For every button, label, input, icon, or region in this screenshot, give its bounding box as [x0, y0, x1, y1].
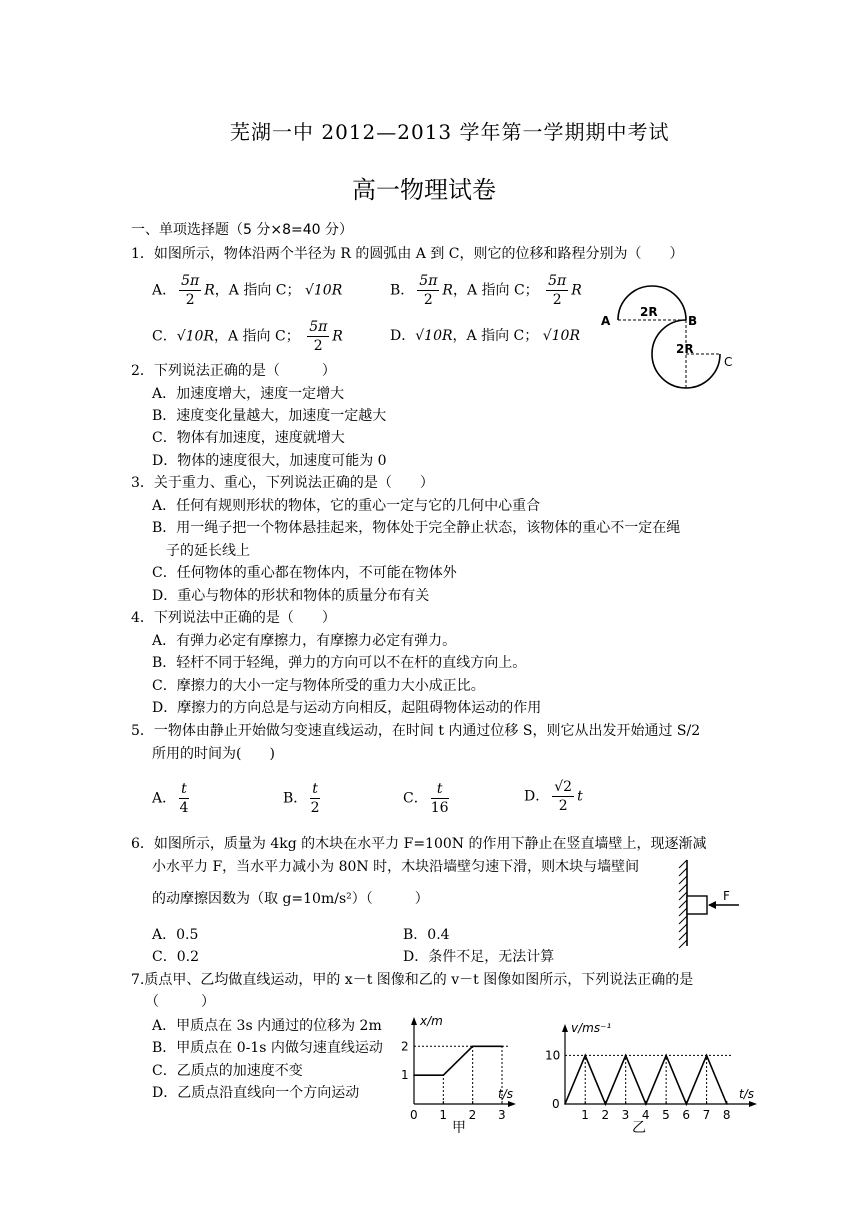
- x-tick-label: 1: [439, 1108, 447, 1122]
- q1-option-a: A． $\frac{5\pi}{2}$ R，A 指向 C； √10R: [152, 273, 343, 308]
- data-point: [706, 1055, 708, 1057]
- y-axis-arrow: [411, 1017, 417, 1025]
- q2-option-c: C．物体有加速度，速度就增大: [152, 430, 345, 446]
- q6-block: [687, 896, 707, 914]
- y-tick-label: 1: [401, 1068, 409, 1083]
- data-point: [472, 1046, 474, 1048]
- x-tick-label: 5: [662, 1108, 670, 1122]
- fig-label-f: F: [723, 889, 730, 903]
- q3-option-a: A．任何有规则形状的物体，它的重心一定与它的几何中心重合: [152, 498, 541, 514]
- q3-option-b-cont: 子的延长线上: [166, 543, 250, 559]
- x-tick-label: 0: [410, 1108, 418, 1122]
- q5-option-c: C． $\frac{t}{16}$: [403, 781, 449, 816]
- data-point: [501, 1046, 503, 1048]
- y-axis-arrow: [562, 1024, 568, 1032]
- x-tick-label: 3: [621, 1108, 630, 1122]
- q1-option-b: B． $\frac{5\pi}{2}$ R，A 指向 C； $\frac{5\pi}{2}$ R: [390, 273, 582, 308]
- q6-option-c: C．0.2: [152, 949, 199, 965]
- q1-a-label: A．: [152, 282, 177, 299]
- data-point: [443, 1074, 445, 1076]
- q2-option-d: D．物体的速度很大，加速度可能为 0: [152, 453, 387, 469]
- chart-title: 乙: [632, 1120, 646, 1136]
- school-exam-title: 芜湖一中 2012—2013 学年第一学期期中考试: [230, 120, 670, 144]
- q3-stem: 3．关于重力、重心，下列说法正确的是（ ）: [131, 475, 434, 491]
- q7-stem-cont: （ ）: [145, 994, 215, 1010]
- q5-stem: 5．一物体由静止开始做匀变速直线运动，在时间 t 内通过位移 S，则它从出发开始通过 S/2: [131, 723, 701, 739]
- fig-label-2r-bottom: 2R: [676, 342, 694, 356]
- data-point: [413, 1074, 415, 1076]
- section-heading: 一、单项选择题（5 分×8=40 分）: [131, 222, 353, 238]
- y-tick-label: 2: [401, 1039, 409, 1054]
- q4-option-b: B．轻杆不同于轻绳，弹力的方向可以不在杆的直线方向上。: [152, 655, 527, 671]
- x-tick-label: 3: [498, 1108, 506, 1122]
- q5-option-d: D． $\frac{√2}{2}$ t: [524, 779, 583, 814]
- y-axis-label: x/m: [420, 1014, 443, 1028]
- chart-yi: [540, 1012, 770, 1140]
- q4-option-d: D．摩擦力的方向总是与运动方向相反，起阻碍物体运动的作用: [152, 700, 542, 716]
- x-tick-label: 2: [601, 1108, 610, 1122]
- data-point: [645, 1103, 647, 1105]
- q6-stem: 6．如图所示，质量为 4kg 的木块在水平力 F=100N 的作用下静止在竖直墙壁上，现逐渐减: [131, 836, 707, 852]
- fig-label-2r-top: 2R: [640, 305, 658, 319]
- q5-stem-cont: 所用的时间为( ): [152, 746, 275, 762]
- exam-paper-title: 高一物理试卷: [352, 176, 496, 204]
- q7-option-b: B．甲质点在 0-1s 内做匀速直线运动: [152, 1040, 383, 1056]
- fig-label-a: A: [601, 314, 611, 328]
- q4-option-a: A．有弹力必定有摩擦力，有摩擦力必定有弹力。: [152, 633, 457, 649]
- q6-wall-figure: [675, 858, 750, 950]
- q3-option-b: B．用一绳子把一个物体悬挂起来，物体处于完全静止状态，该物体的重心不一定在绳: [152, 520, 681, 536]
- x-tick-label: 6: [682, 1108, 691, 1122]
- chart-jia: [400, 1004, 540, 1140]
- data-point: [686, 1103, 688, 1105]
- x-axis-label: t/s: [739, 1087, 754, 1101]
- q4-stem: 4．下列说法中正确的是（ ）: [131, 610, 336, 626]
- data-point: [665, 1055, 667, 1057]
- q6-stem-cont2: 的动摩擦因数为（取 g=10m/s²）（ ）: [152, 891, 429, 907]
- q1-option-d: D．√10R，A 指向 C； √10R: [390, 328, 580, 344]
- x-axis-arrow: [508, 1101, 516, 1107]
- series-line: [565, 1055, 727, 1104]
- q3-option-c: C．任何物体的重心都在物体内，不可能在物体外: [152, 565, 457, 581]
- q6-option-a: A．0.5: [152, 927, 199, 943]
- q7-option-a: A．甲质点在 3s 内通过的位移为 2m: [152, 1018, 382, 1034]
- q7-option-d: D．乙质点沿直线向一个方向运动: [152, 1085, 360, 1101]
- q5-option-b: B． $\frac{t}{2}$: [283, 781, 320, 816]
- series-line: [414, 1046, 502, 1075]
- q5-option-a: A． $\frac{t}{4}$: [152, 781, 189, 816]
- q1-option-c: C．√10R，A 指向 C； $\frac{5\pi}{2}$ R: [152, 319, 343, 354]
- data-point: [726, 1103, 728, 1105]
- x-tick-label: 2: [468, 1108, 477, 1122]
- q1-arc-figure: [596, 278, 746, 398]
- y-axis-label: v/ms⁻¹: [571, 1021, 612, 1035]
- q3-option-d: D．重心与物体的形状和物体的质量分布有关: [152, 588, 430, 604]
- x-axis-label: t/s: [498, 1087, 513, 1101]
- q2-option-b: B．速度变化量越大，加速度一定越大: [152, 408, 387, 424]
- chart-title: 甲: [452, 1120, 466, 1136]
- data-point: [625, 1055, 627, 1057]
- fig-label-c: C: [724, 355, 733, 369]
- q1-stem: 1．如图所示，物体沿两个半径为 R 的圆弧由 A 到 C，则它的位移和路程分别为（ ）: [131, 246, 684, 262]
- data-point: [605, 1103, 607, 1105]
- q6-option-d: D．条件不足，无法计算: [403, 949, 555, 965]
- fig-label-b: B: [688, 314, 698, 328]
- q4-option-c: C．摩擦力的大小一定与物体所受的重力大小成正比。: [152, 678, 485, 694]
- x-tick-label: 1: [581, 1108, 589, 1122]
- q1-a-frac: $\frac{5\pi}{2}$: [181, 273, 200, 308]
- q7-option-c: C．乙质点的加速度不变: [152, 1063, 303, 1079]
- data-point: [564, 1103, 566, 1105]
- x-tick-label: 4: [641, 1108, 650, 1122]
- q6-stem-cont: 小水平力 F，当水平力减小为 80N 时，木块沿墙壁匀速下滑，则木块与墙壁间: [152, 859, 640, 875]
- q6-option-b: B．0.4: [403, 927, 450, 943]
- q7-stem: 7.质点甲、乙均做直线运动，甲的 x－t 图像和乙的 v－t 图像如图所示，下列说法正确的是: [131, 972, 694, 988]
- q2-stem: 2．下列说法正确的是（ ）: [131, 363, 336, 379]
- y-tick-label: 0: [552, 1097, 560, 1111]
- x-tick-label: 7: [702, 1108, 711, 1122]
- data-point: [584, 1055, 586, 1057]
- y-tick-label: 10: [545, 1048, 561, 1063]
- q2-option-a: A．加速度增大，速度一定增大: [152, 386, 345, 402]
- x-axis-arrow: [749, 1101, 757, 1107]
- x-tick-label: 8: [722, 1108, 731, 1122]
